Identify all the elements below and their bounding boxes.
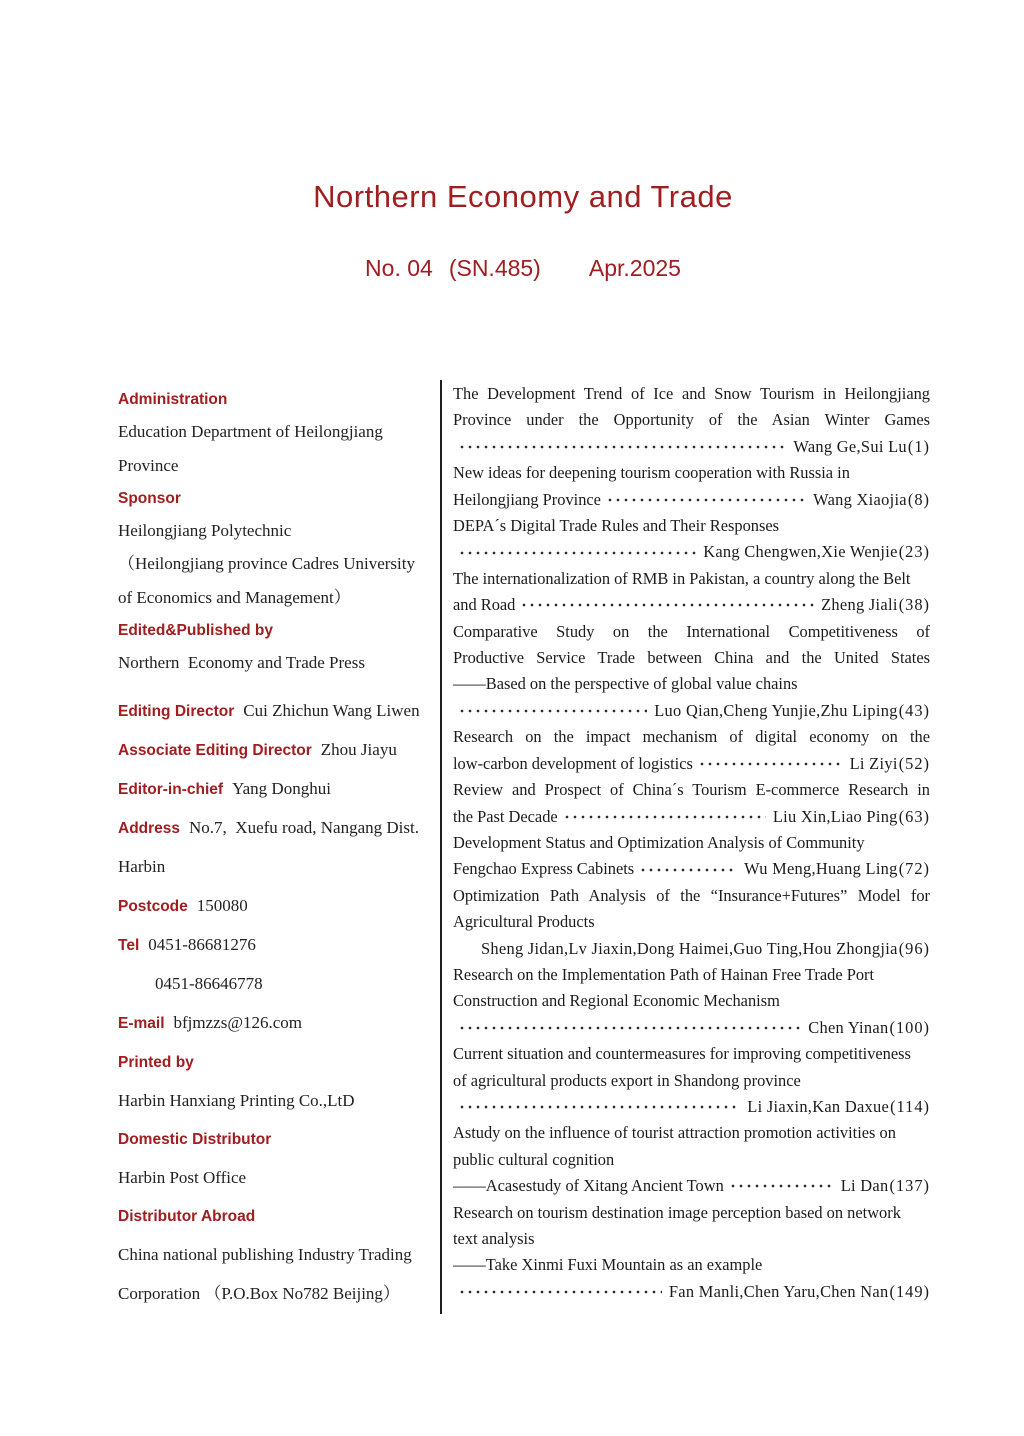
dot-leader [458,1015,801,1041]
toc-column [440,380,930,1314]
toc-page-number: (96) [898,938,930,958]
masthead-label: Editing Director [118,702,235,720]
toc-title-line: Agricultural Products [453,912,595,932]
dot-leader [458,434,786,460]
toc-authors: Wang Xiaojia(8) [813,489,930,509]
masthead-line [118,1159,440,1198]
masthead-line [118,647,440,680]
toc-entry [453,1200,930,1306]
dot-leader [698,751,843,777]
toc-title-line: The internationalization of RMB in Pakistan, a country along the Belt [453,568,911,588]
masthead-line [118,692,440,731]
toc-title-line: Development Status and Optimization Analysis of Community [453,832,865,852]
masthead-label: Printed by [118,1053,194,1071]
toc-title-line: Productive Service Trade between China and the United States [453,648,930,668]
toc-authors: Li Jiaxin,Kan Daxue(114) [747,1096,930,1116]
toc-authors: Wu Meng,Huang Ling(72) [744,859,930,879]
toc-title-line: Research on the Implementation Path of Hainan Free Trade Port [453,964,875,984]
masthead-label: Domestic Distributor [118,1130,272,1148]
masthead-label: Associate Editing Director [118,741,312,759]
journal-title: Northern Economy and Trade [313,179,733,214]
journal-issue-line [22,257,1024,280]
masthead-label: Postcode [118,898,188,916]
toc-page-number: (8) [907,489,930,509]
toc-entry [453,460,930,513]
toc-title-line: Current situation and countermeasures for improving competitiveness [453,1044,911,1064]
toc-entry [453,1041,930,1120]
toc-author-line [453,1015,930,1041]
toc-author-line [453,592,930,618]
masthead-line [118,483,440,515]
masthead-line [118,1004,440,1043]
masthead-value: 0451-86681276 [148,935,256,955]
toc-author-line [453,539,930,565]
toc-authors: Liu Xin,Liao Ping(63) [772,806,930,826]
toc-authors: Kang Chengwen,Xie Wenjie(23) [703,542,930,562]
masthead-value: bfjmzzs@126.com [173,1013,303,1033]
masthead-value: No.7, Xuefu road, Nangang Dist. [189,817,419,837]
masthead-line [118,515,440,548]
masthead-line [118,615,440,647]
toc-author-line [453,936,930,962]
toc-entry [453,962,930,1041]
toc-entry [453,619,930,725]
masthead-value: 0451-86646778 [155,974,263,994]
masthead-label: Editor-in-chief [118,780,224,798]
toc-author-line [453,434,930,460]
toc-page-number: (149) [889,1281,930,1301]
masthead-value: Corporation （P.O.Box No782 Beijing） [118,1284,400,1304]
toc-authors: Fan Manli,Chen Yaru,Chen Nan(149) [668,1281,930,1301]
masthead-line [118,809,440,848]
toc-author-line [453,1173,930,1199]
masthead-label: Tel [118,937,140,955]
masthead-value: Zhou Jiayu [320,739,397,759]
masthead-value: Province [118,455,179,475]
dot-leader [729,1173,834,1199]
dot-leader [458,1279,662,1305]
masthead-main-section [118,692,440,1315]
toc-page-number: (100) [889,1017,930,1037]
masthead-column [118,380,440,1314]
journal-header [0,0,1024,280]
masthead-value: Northern Economy and Trade Press [118,653,365,673]
toc-entry [453,513,930,566]
masthead-line [118,384,440,416]
toc-title-fragment: Heilongjiang Province [453,489,601,509]
masthead-value: （Heilongjiang province Cadres University [118,554,415,574]
masthead-line [118,731,440,770]
dot-leader [606,487,806,513]
toc-title-line: of agricultural products export in Shandong province [453,1070,801,1090]
toc-authors: Li Ziyi(52) [849,753,930,773]
masthead-line [118,926,440,965]
dot-leader [458,698,647,724]
masthead-line [118,1236,440,1275]
masthead-line [118,582,440,615]
toc-authors: Luo Qian,Cheng Yunjie,Zhu Liping(43) [654,700,930,720]
toc-title-line: DEPA´s Digital Trade Rules and Their Responses [453,516,779,536]
toc-title-fragment: ——Acasestudy of Xitang Ancient Town [453,1176,724,1196]
toc-title-line: Review and Prospect of China´s Tourism E-commerce Research in [453,780,930,800]
toc-page-number: (52) [898,753,930,773]
masthead-line [118,1082,440,1121]
masthead-line [118,450,440,483]
masthead-value: Cui Zhichun Wang Liwen [243,700,420,720]
toc-title-fragment: and Road [453,595,516,615]
toc-entry [453,566,930,619]
masthead-value: Education Department of Heilongjiang [118,422,383,442]
toc-title-fragment: the Past Decade [453,806,558,826]
toc-title-line: Research on tourism destination image perception based on network [453,1202,901,1222]
toc-title-line: New ideas for deepening tourism cooperation with Russia in [453,463,850,483]
toc-title-line: Research on the impact mechanism of digital economy on the [453,727,930,747]
toc-title-line: The Development Trend of Ice and Snow Tourism in Heilongjiang [453,384,930,403]
toc-authors: Chen Yinan(100) [808,1017,930,1037]
toc-author-line [453,1094,930,1120]
masthead-value: Harbin Post Office [118,1167,247,1187]
toc-author-line [453,1279,930,1305]
toc-title-fragment: Fengchao Express Cabinets [453,859,635,879]
toc-authors: Wang Ge,Sui Lu(1) [793,436,930,456]
toc-title-line: ——Take Xinmi Fuxi Mountain as an example [453,1255,763,1275]
masthead-line [118,887,440,926]
toc-entry [453,381,930,460]
masthead-label: Distributor Abroad [118,1207,256,1225]
masthead-line [118,1121,440,1159]
toc-author-line [453,487,930,513]
toc-title-line: Optimization Path Analysis of the “Insurance+Futures” Model for [453,885,930,905]
masthead-value: Harbin [118,857,166,877]
masthead-value: Yang Donghui [232,778,331,798]
toc-authors: Sheng Jidan,Lv Jiaxin,Dong Haimei,Guo Ting,Hou Zhongjia(96) [480,938,930,958]
toc-authors: Li Dan(137) [840,1176,930,1196]
dot-leader [458,1094,740,1120]
serial-number: (SN.485) [448,255,541,281]
masthead-line [118,1044,440,1082]
toc-page-number: (63) [898,806,930,826]
masthead-line [118,416,440,449]
masthead-value: Heilongjiang Polytechnic [118,521,292,541]
toc-title-line: public cultural cognition [453,1149,615,1169]
toc-page-number: (137) [889,1176,930,1196]
masthead-label: E-mail [118,1015,165,1033]
toc-title-line: text analysis [453,1229,535,1248]
toc-title-line: Construction and Regional Economic Mechanism [453,991,780,1011]
toc-page-number: (43) [898,700,930,720]
toc-author-line [453,856,930,882]
toc-author-line [453,751,930,777]
issue-date: Apr.2025 [588,255,681,281]
masthead-line [118,770,440,809]
toc-page-number: (1) [907,436,930,456]
masthead-line [118,548,440,581]
masthead-label: Address [118,819,181,837]
toc-entry [453,883,930,962]
dot-leader [458,539,696,565]
masthead-line [118,1198,440,1236]
dot-leader [639,856,737,882]
toc-entry [453,830,930,883]
toc-author-line [453,804,930,830]
masthead-value: 150080 [196,896,248,916]
toc-author-line [453,698,930,724]
masthead-top-section [118,384,440,681]
masthead-value: of Economics and Management） [118,587,351,607]
toc-title-fragment: low-carbon development of logistics [453,753,693,773]
masthead-value: China national publishing Industry Trading [118,1244,412,1264]
masthead-line [118,965,440,1004]
toc-title-line: Astudy on the influence of tourist attraction promotion activities on [453,1123,896,1143]
toc-page-number: (114) [890,1096,930,1116]
toc-title-line: Province under the Opportunity of the Asian Winter Games [453,410,930,430]
masthead-line [118,848,440,887]
toc-page-number: (23) [898,542,930,562]
toc-page-number: (72) [898,859,930,879]
dot-leader [563,804,766,830]
toc-authors: Zheng Jiali(38) [821,595,930,615]
toc-entry [453,1120,930,1199]
issue-number: No. 04 [365,255,433,281]
toc-entry [453,724,930,777]
toc-page-number: (38) [898,595,930,615]
toc-title-line: Comparative Study on the International Competitiveness of [453,621,930,641]
masthead-label: Edited&Published by [118,622,274,640]
toc-title-line: ——Based on the perspective of global value chains [453,674,798,694]
dot-leader [520,592,814,618]
masthead-line [118,1275,440,1314]
toc-entry [453,777,930,830]
content-columns [118,380,930,1314]
masthead-value: Harbin Hanxiang Printing Co.,LtD [118,1090,355,1110]
masthead-label: Administration [118,391,228,408]
masthead-label: Sponsor [118,489,181,507]
